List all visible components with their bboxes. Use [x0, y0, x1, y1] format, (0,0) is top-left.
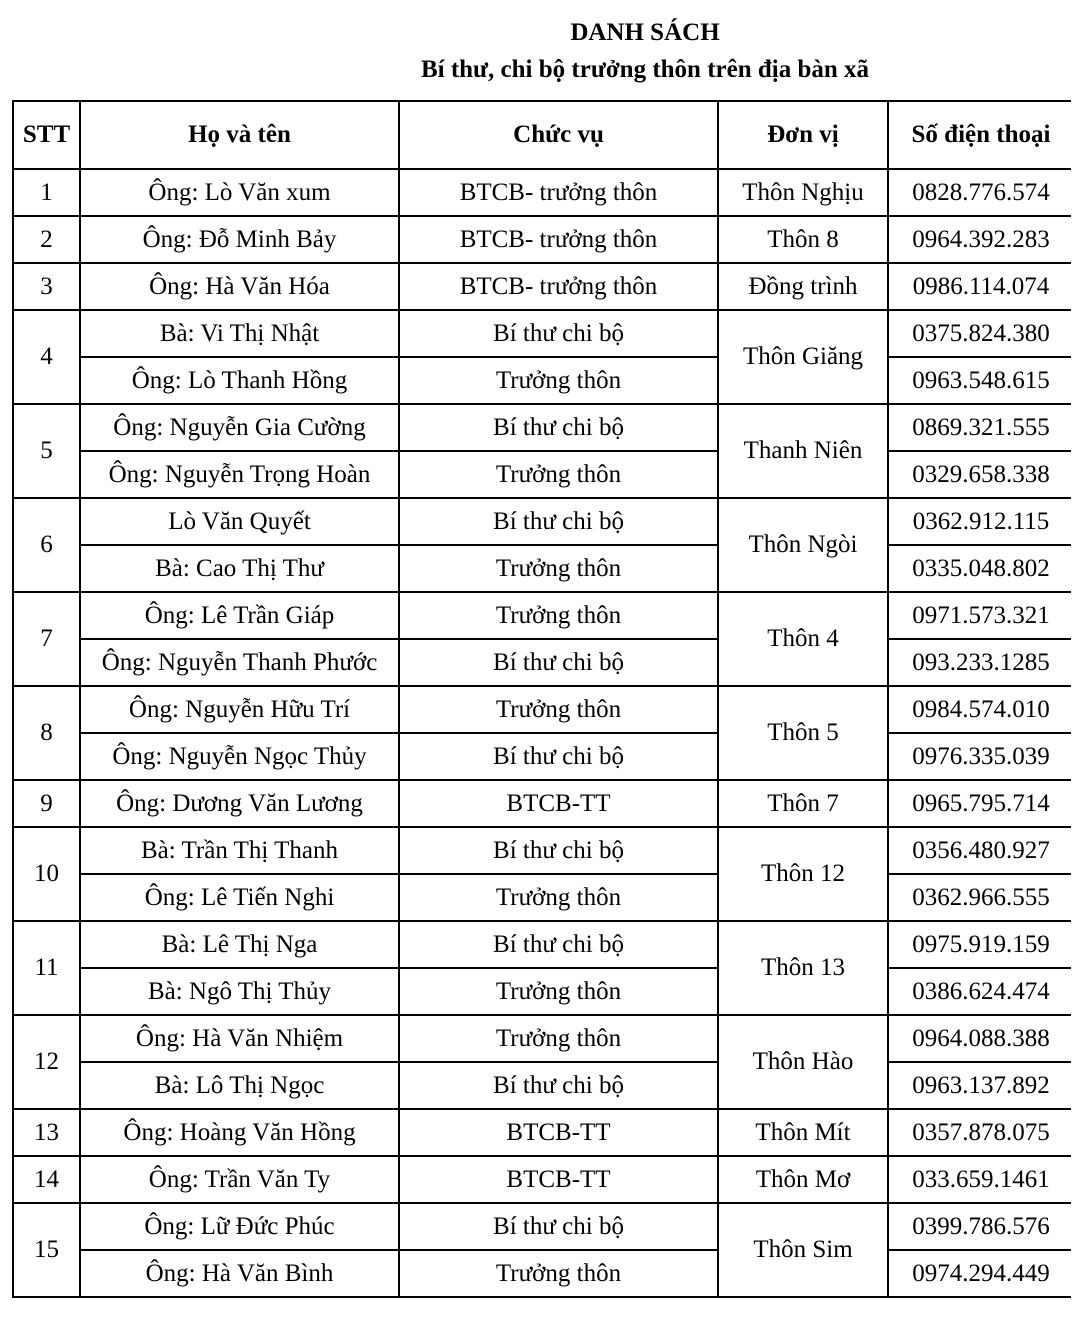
person-role: BTCB- trưởng thôn [399, 169, 718, 216]
person-name: Bà: Lê Thị Nga [80, 921, 399, 968]
row-stt: 15 [13, 1203, 80, 1297]
table-row [13, 498, 1071, 545]
table-row [13, 310, 1071, 357]
person-role: Bí thư chi bộ [399, 1203, 718, 1250]
unit-name: Thôn 5 [718, 686, 888, 780]
person-role: Trưởng thôn [399, 545, 718, 592]
person-name: Bà: Lô Thị Ngọc [80, 1062, 399, 1109]
phone-number: 0362.966.555 [888, 874, 1071, 921]
table-row [13, 1062, 1071, 1109]
person-role: Trưởng thôn [399, 1015, 718, 1062]
person-role: Bí thư chi bộ [399, 921, 718, 968]
person-name: Ông: Lò Thanh Hồng [80, 357, 399, 404]
table-body [13, 169, 1071, 1297]
unit-name: Thôn 4 [718, 592, 888, 686]
table-row [13, 827, 1071, 874]
table-row [13, 1250, 1071, 1297]
table-row [13, 404, 1071, 451]
page-subtitle: Bí thư, chi bộ trưởng thôn trên địa bàn xã [420, 56, 870, 83]
phone-number: 0976.335.039 [888, 733, 1071, 780]
person-name: Ông: Dương Văn Lương [80, 780, 399, 827]
person-role: Bí thư chi bộ [399, 1062, 718, 1109]
unit-name: Thôn 7 [718, 780, 888, 827]
table-row [13, 921, 1071, 968]
phone-number: 0357.878.075 [888, 1109, 1071, 1156]
person-name: Ông: Lê Trần Giáp [80, 592, 399, 639]
person-role: Trưởng thôn [399, 686, 718, 733]
table-row [13, 1156, 1071, 1203]
unit-name: Thôn Sim [718, 1203, 888, 1297]
unit-name: Thôn Ngòi [718, 498, 888, 592]
table-row [13, 169, 1071, 216]
person-role: BTCB-TT [399, 780, 718, 827]
table-row [13, 451, 1071, 498]
row-stt: 11 [13, 921, 80, 1015]
person-name: Ông: Hoàng Văn Hồng [80, 1109, 399, 1156]
row-stt: 9 [13, 780, 80, 827]
row-stt: 4 [13, 310, 80, 404]
person-role: BTCB-TT [399, 1156, 718, 1203]
table-row [13, 357, 1071, 404]
row-stt: 12 [13, 1015, 80, 1109]
person-name: Bà: Cao Thị Thư [80, 545, 399, 592]
person-name: Ông: Hà Văn Nhiệm [80, 1015, 399, 1062]
phone-number: 0971.573.321 [888, 592, 1071, 639]
phone-number: 0984.574.010 [888, 686, 1071, 733]
row-stt: 8 [13, 686, 80, 780]
table-row [13, 639, 1071, 686]
phone-number: 0335.048.802 [888, 545, 1071, 592]
table-row [13, 1109, 1071, 1156]
header-stt: STT [13, 101, 80, 169]
table-row [13, 968, 1071, 1015]
unit-name: Đồng trình [718, 263, 888, 310]
table-row [13, 686, 1071, 733]
unit-name: Thôn Nghịu [718, 169, 888, 216]
person-role: Trưởng thôn [399, 874, 718, 921]
person-name: Ông: Nguyễn Trọng Hoàn [80, 451, 399, 498]
person-name: Bà: Trần Thị Thanh [80, 827, 399, 874]
person-role: BTCB- trưởng thôn [399, 216, 718, 263]
person-name: Ông: Trần Văn Ty [80, 1156, 399, 1203]
person-name: Ông: Đỗ Minh Bảy [80, 216, 399, 263]
header-role: Chức vụ [399, 101, 718, 169]
phone-number: 093.233.1285 [888, 639, 1071, 686]
unit-name: Thôn 12 [718, 827, 888, 921]
person-role: Bí thư chi bộ [399, 733, 718, 780]
phone-number: 0963.137.892 [888, 1062, 1071, 1109]
person-role: Bí thư chi bộ [399, 827, 718, 874]
row-stt: 7 [13, 592, 80, 686]
person-name: Ông: Nguyễn Ngọc Thủy [80, 733, 399, 780]
person-name: Ông: Lữ Đức Phúc [80, 1203, 399, 1250]
phone-number: 0362.912.115 [888, 498, 1071, 545]
unit-name: Thôn Mít [718, 1109, 888, 1156]
phone-number: 0399.786.576 [888, 1203, 1071, 1250]
row-stt: 10 [13, 827, 80, 921]
person-name: Ông: Nguyễn Thanh Phước [80, 639, 399, 686]
page-title: DANH SÁCH [570, 19, 720, 46]
person-name: Ông: Lò Văn xum [80, 169, 399, 216]
person-role: Trưởng thôn [399, 451, 718, 498]
table-row [13, 1203, 1071, 1250]
table-row [13, 733, 1071, 780]
phone-number: 0869.321.555 [888, 404, 1071, 451]
row-stt: 3 [13, 263, 80, 310]
row-stt: 13 [13, 1109, 80, 1156]
row-stt: 2 [13, 216, 80, 263]
person-name: Ông: Hà Văn Hóa [80, 263, 399, 310]
person-role: BTCB- trưởng thôn [399, 263, 718, 310]
table-row [13, 545, 1071, 592]
phone-number: 0356.480.927 [888, 827, 1071, 874]
person-role: Trưởng thôn [399, 968, 718, 1015]
person-role: Bí thư chi bộ [399, 639, 718, 686]
phone-number: 0964.392.283 [888, 216, 1071, 263]
header-unit: Đơn vị [718, 101, 888, 169]
phone-number: 033.659.1461 [888, 1156, 1071, 1203]
unit-name: Thanh Niên [718, 404, 888, 498]
table-header-row [13, 101, 1071, 169]
phone-number: 0965.795.714 [888, 780, 1071, 827]
table-row [13, 874, 1071, 921]
unit-name: Thôn Giăng [718, 310, 888, 404]
person-role: Bí thư chi bộ [399, 404, 718, 451]
unit-name: Thôn 13 [718, 921, 888, 1015]
person-role: BTCB-TT [399, 1109, 718, 1156]
row-stt: 14 [13, 1156, 80, 1203]
phone-number: 0828.776.574 [888, 169, 1071, 216]
person-name: Bà: Vi Thị Nhật [80, 310, 399, 357]
table-row [13, 1015, 1071, 1062]
phone-number: 0974.294.449 [888, 1250, 1071, 1297]
phone-number: 0963.548.615 [888, 357, 1071, 404]
header-phone: Số điện thoại [888, 101, 1071, 169]
table-row [13, 263, 1071, 310]
table-row [13, 592, 1071, 639]
person-name: Bà: Ngô Thị Thủy [80, 968, 399, 1015]
phone-number: 0986.114.074 [888, 263, 1071, 310]
document-heading [215, 18, 1072, 85]
person-role: Bí thư chi bộ [399, 310, 718, 357]
person-name: Ông: Nguyễn Hữu Trí [80, 686, 399, 733]
row-stt: 6 [13, 498, 80, 592]
phone-number: 0375.824.380 [888, 310, 1071, 357]
person-role: Bí thư chi bộ [399, 498, 718, 545]
person-role: Trưởng thôn [399, 357, 718, 404]
contact-table [12, 100, 1071, 1298]
person-name: Ông: Nguyễn Gia Cường [80, 404, 399, 451]
unit-name: Thôn Mơ [718, 1156, 888, 1203]
person-role: Trưởng thôn [399, 592, 718, 639]
phone-number: 0964.088.388 [888, 1015, 1071, 1062]
table-row [13, 780, 1071, 827]
header-name: Họ và tên [80, 101, 399, 169]
phone-number: 0975.919.159 [888, 921, 1071, 968]
phone-number: 0329.658.338 [888, 451, 1071, 498]
table-row [13, 216, 1071, 263]
row-stt: 1 [13, 169, 80, 216]
phone-number: 0386.624.474 [888, 968, 1071, 1015]
unit-name: Thôn 8 [718, 216, 888, 263]
row-stt: 5 [13, 404, 80, 498]
person-name: Lò Văn Quyết [80, 498, 399, 545]
person-name: Ông: Lê Tiến Nghi [80, 874, 399, 921]
person-role: Trưởng thôn [399, 1250, 718, 1297]
person-name: Ông: Hà Văn Bình [80, 1250, 399, 1297]
unit-name: Thôn Hào [718, 1015, 888, 1109]
